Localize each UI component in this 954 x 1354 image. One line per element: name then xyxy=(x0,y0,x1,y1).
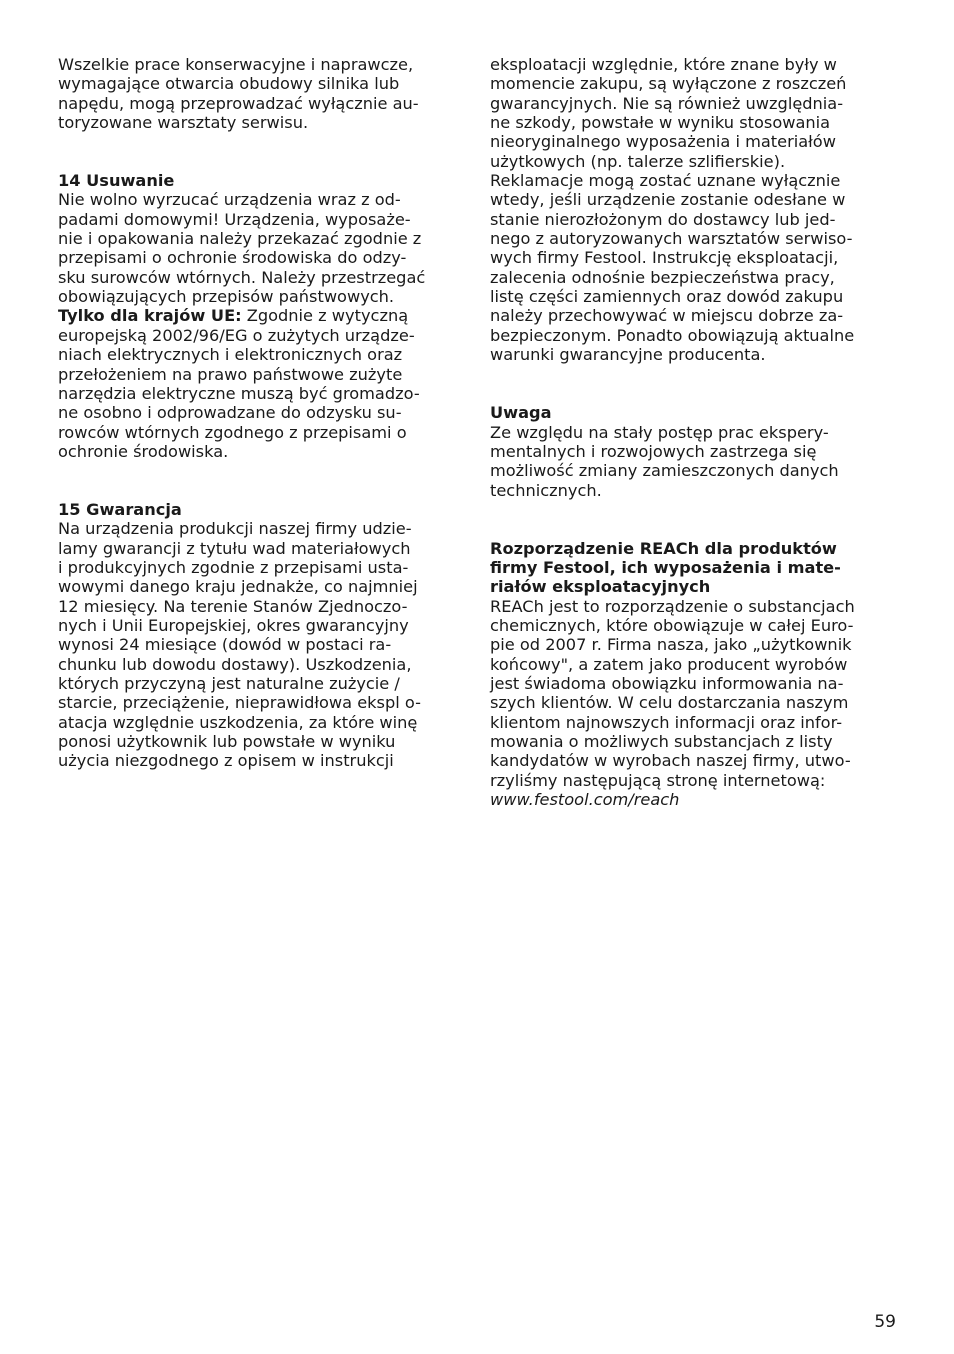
right-column xyxy=(490,55,898,809)
reach-paragraph: REACh jest to rozporządzenie o substancjach chemicznych, które obowiązuje w całej Euro- pie od 2007 r. Firma nasza, jako „użytkownik końcowy", a zatem jako producent wyrobów jest świadoma obowiązku informowania na- szych klientów. W celu dostarczania naszym klientom najnowszych informacji oraz infor- mowania o możliwych substancjach z listy kandydatów w wyrobach naszej firmy, utwo- rzyliśmy następującą stronę internetową: xyxy=(490,596,855,790)
reach-heading: Rozporządzenie REACh dla produktów firmy Festool, ich wyposażenia i mate- riałów eksploatacyjnych xyxy=(490,538,841,597)
warranty-paragraph: Na urządzenia produkcji naszej firmy udzie- lamy gwarancji z tytułu wad materiałowych i produkcyjnych zgodnie z przepisami usta- wowymi danego kraju jednakże, co najmniej 12 miesięcy. Na terenie Stanów Zjednoczo- nych i Unii Europejskiej, okres gwarancyjny wynosi 24 miesiące (dowód w postaci ra- chunku lub dowodu dostawy). Uszkodzenia, których przyczyną jest naturalne zużycie / starcie, przeciążenie, nieprawidłowa ekspl o- atacja względnie uszkodzenia, za które winę ponosi użytkownik lub powstałe w wyniku użycia niezgodnego z opisem w instrukcji xyxy=(58,519,421,771)
warranty-continuation-paragraph: eksploatacji względnie, które znane były w momencie zakupu, są wyłączone z roszczeń gwarancyjnych. Nie są również uwzględnia- ne szkody, powstałe w wyniku stosowania nieoryginalnego wyposażenia i materiałów użytkowych (np. talerze szlifierskie). Reklamacje mogą zostać uznane wyłącznie wtedy, jeśli urządzenie zostanie odesłane w stanie nierozłożonym do dostawcy lub jed- nego z autoryzowanych warsztatów serwiso- wych firmy Festool. Instrukcję eksploatacji, zalecenia odnośnie bezpieczeństwa pracy, listę części zamiennych oraz dowód zakupu należy przechowywać w miejscu dobrze za- bezpieczonym. Ponadto obowiązują aktualne warunki gwarancyjne producenta. xyxy=(490,55,855,365)
page-number: 59 xyxy=(874,1312,896,1332)
section-15-heading: 15 Gwarancja xyxy=(58,499,182,519)
eu-text: Zgodnie z wytyczną europejską 2002/96/EG o zużytych urządze- niach elektrycznych i elektronicznych oraz przełożeniem na prawo państwowe zużyte narzędzia elektryczne muszą być gromadzo- ne osobno i odprowadzane do odzysku su- rowców wtórnych zgodnego z przepisami o ochronie środowiska. xyxy=(58,306,420,461)
note-paragraph: Ze względu na stały postęp prac ekspery- mentalnych i rozwojowych zastrzega się możliwość zmiany zamieszczonych danych technicznych. xyxy=(490,422,839,500)
disposal-paragraph: Nie wolno wyrzucać urządzenia wraz z od- padami domowymi! Urządzenia, wyposaże- nie i opakowania należy przekazać zgodnie z przepisami o ochronie środowiska do odzy- sku surowców wtórnych. Należy przestrzegać obowiązujących przepisów państwowych. xyxy=(58,190,426,307)
reach-url[interactable]: www.festool.com/reach xyxy=(490,790,680,810)
section-14-heading: 14 Usuwanie xyxy=(58,171,175,191)
left-column xyxy=(58,55,466,771)
note-heading: Uwaga xyxy=(490,403,552,423)
section-spacer xyxy=(490,500,898,539)
section-spacer xyxy=(490,365,898,404)
section-spacer xyxy=(58,461,466,500)
eu-label: Tylko dla krajów UE: xyxy=(58,306,242,326)
eu-disposal-paragraph xyxy=(58,306,466,461)
section-spacer xyxy=(58,132,466,171)
maintenance-paragraph: Wszelkie prace konserwacyjne i naprawcze, wymagające otwarcia obudowy silnika lub napędu, mogą przeprowadzać wyłącznie au- toryzowane warsztaty serwisu. xyxy=(58,55,419,133)
